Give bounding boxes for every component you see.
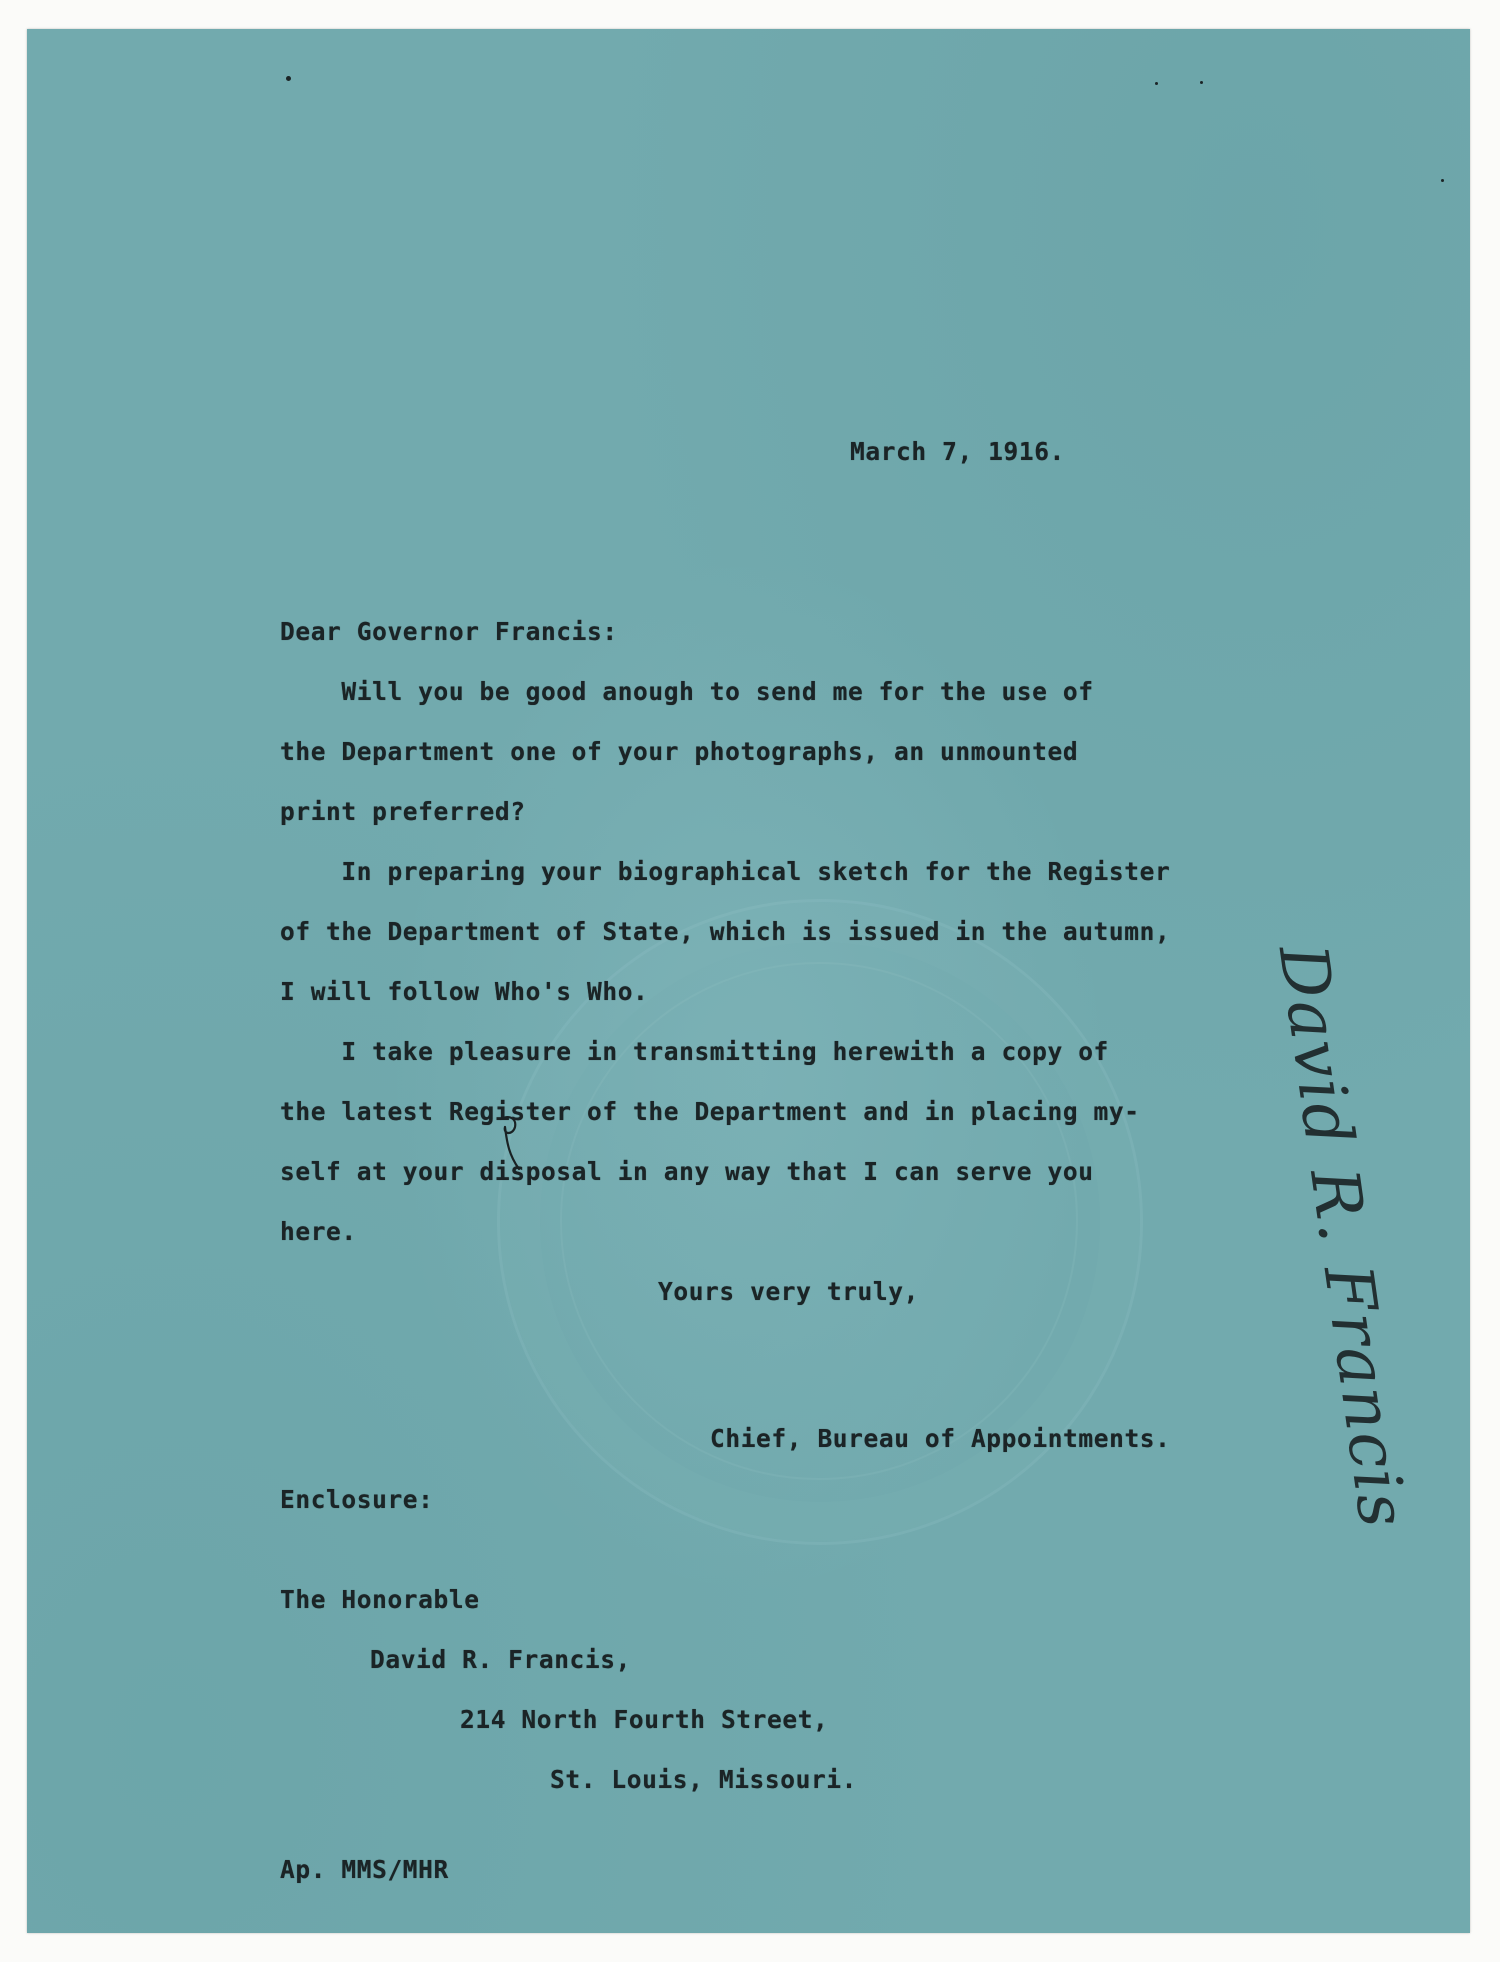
ink-speck (286, 76, 291, 81)
reference-initials: Ap. MMS/MHR (280, 1855, 449, 1884)
handwritten-name-annotation: David R. Francis (1263, 940, 1422, 1534)
enclosure-note: Enclosure: (280, 1485, 434, 1514)
body-line-4: In preparing your biographical sketch for the Register (280, 857, 1171, 886)
body-line-3: print preferred? (280, 797, 526, 826)
letter-salutation: Dear Governor Francis: (280, 617, 618, 646)
letter-signer-title: Chief, Bureau of Appointments. (710, 1424, 1171, 1453)
body-line-1: Will you be good anough to send me for the use of (280, 677, 1094, 706)
body-line-7: I take pleasure in transmitting herewith a copy of (280, 1037, 1109, 1066)
letter-date: March 7, 1916. (850, 437, 1065, 466)
address-line-1: The Honorable (280, 1585, 480, 1614)
letter-page (27, 29, 1470, 1933)
body-line-2: the Department one of your photographs, an unmounted (280, 737, 1079, 766)
address-line-2: David R. Francis, (370, 1645, 631, 1674)
body-line-6: I will follow Who's Who. (280, 977, 649, 1006)
address-line-4: St. Louis, Missouri. (550, 1765, 858, 1794)
body-line-5: of the Department of State, which is issued in the autumn, (280, 917, 1171, 946)
ink-speck (1155, 82, 1158, 85)
handwritten-r-correction-mark (493, 1113, 533, 1173)
letter-closing: Yours very truly, (658, 1277, 919, 1306)
body-line-10: here. (280, 1217, 357, 1246)
body-line-9: self at your disposal in any way that I can serve you (280, 1157, 1094, 1186)
body-line-8: the latest Register of the Department and in placing my- (280, 1097, 1140, 1126)
address-line-3: 214 North Fourth Street, (460, 1705, 829, 1734)
ink-speck (1441, 179, 1444, 182)
ink-speck (1200, 81, 1203, 84)
